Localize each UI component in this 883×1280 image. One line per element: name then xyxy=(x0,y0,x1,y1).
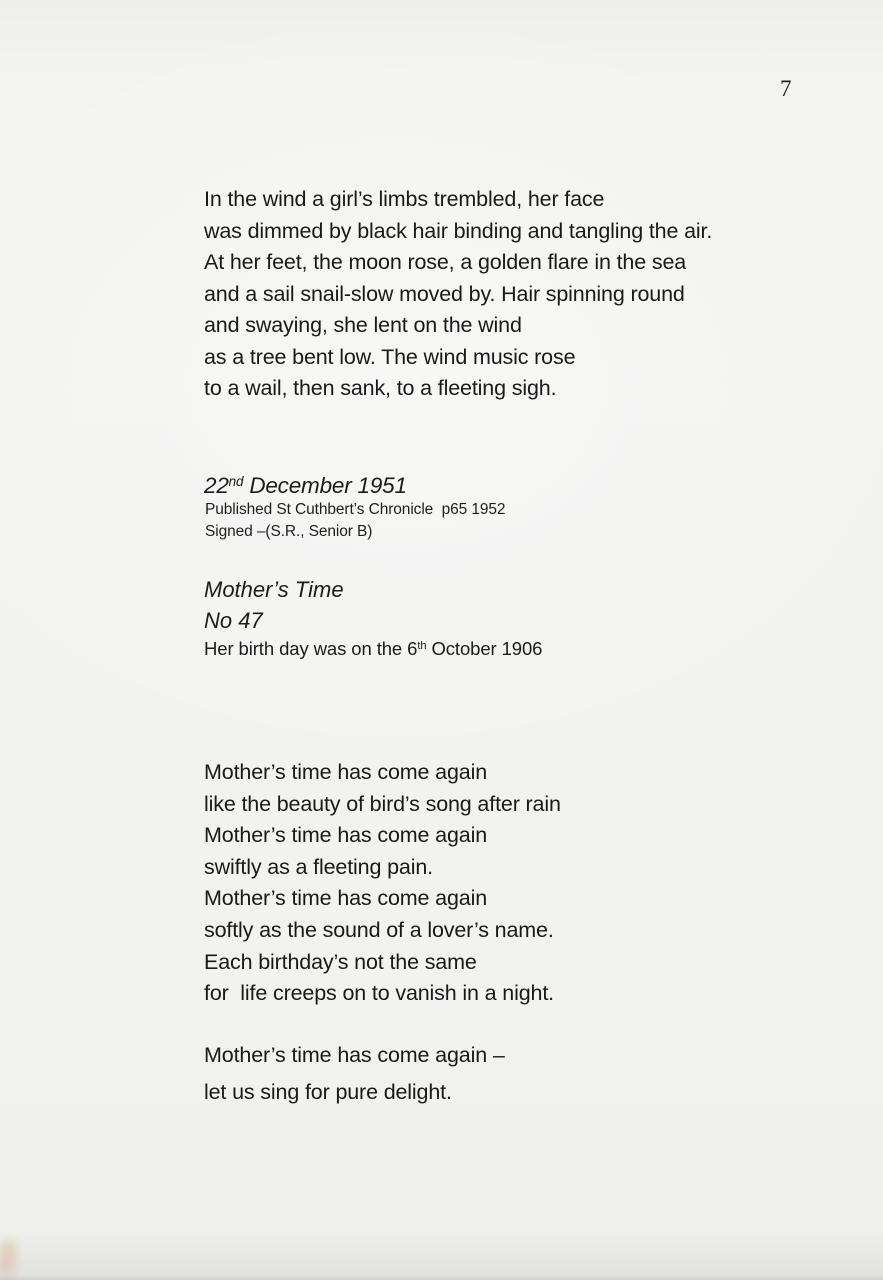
poem-line: let us sing for pure delight. xyxy=(204,1080,452,1104)
poem-line: and swaying, she lent on the wind xyxy=(204,313,522,337)
poem-line: Mother’s time has come again xyxy=(204,823,488,848)
poem-line: Each birthday’s not the same xyxy=(204,949,477,974)
date-rest: December 1951 xyxy=(243,473,407,498)
poem-line: to a wail, then sank, to a fleeting sigh. xyxy=(204,376,557,400)
poem-line: In the wind a girl’s limbs trembled, her face xyxy=(204,187,605,211)
poem-line: At her feet, the moon rose, a golden flare in the sea xyxy=(204,250,687,274)
birthday-text-rest: October 1906 xyxy=(426,638,543,659)
poem-title: Mother’s Time xyxy=(204,577,344,602)
poem-line: Mother’s time has come again xyxy=(204,760,488,784)
poem-line: Mother’s time has come again – xyxy=(204,1043,505,1067)
date-heading: 22nd December 1951 xyxy=(204,473,407,498)
poem-number: No 47 xyxy=(204,608,263,633)
poem-line: swiftly as a fleeting pain. xyxy=(204,854,433,879)
poem-line: for life creeps on to vanish in a night. xyxy=(204,981,554,1006)
signed-line: Signed –(S.R., Senior B) xyxy=(205,523,373,540)
page-number: 7 xyxy=(780,76,792,101)
poem-line: and a sail snail-slow moved by. Hair spinning round xyxy=(204,281,685,306)
poem-second-stanza-2 xyxy=(204,1037,505,1111)
poem-line: Mother’s time has come again xyxy=(204,886,488,911)
date-day: 22 xyxy=(204,473,229,498)
poem-second-stanza-1 xyxy=(204,757,561,1010)
poem-line: softly as the sound of a lover’s name. xyxy=(204,917,554,942)
poem-first-stanza xyxy=(204,184,712,405)
birthday-line: Her birth day was on the 6th October 1906 xyxy=(204,638,543,659)
published-line: Published St Cuthbert’s Chronicle p65 1952 xyxy=(205,501,506,518)
poem-line: like the beauty of bird’s song after rain xyxy=(204,791,561,816)
birthday-text: Her birth day was on the 6 xyxy=(204,638,418,659)
poem-line: was dimmed by black hair binding and tangling the air. xyxy=(204,218,713,243)
poem-line: as a tree bent low. The wind music rose xyxy=(204,344,576,369)
